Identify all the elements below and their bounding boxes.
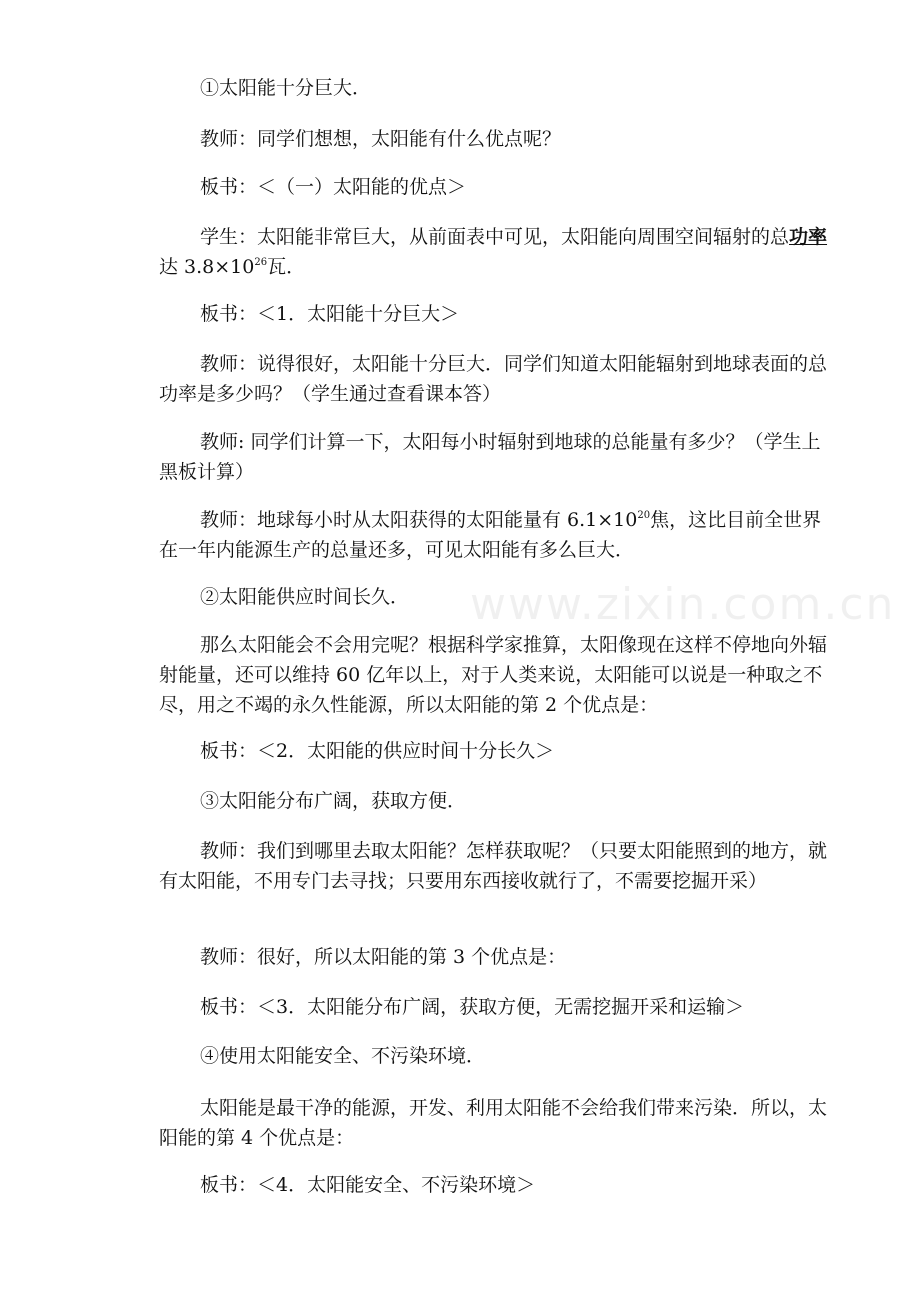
paragraph: 教师：很好，所以太阳能的第 3 个优点是： xyxy=(200,946,567,968)
paragraph: 学生：太阳能非常巨大，从前面表中可见，太阳能向周围空间辐射的总功率达 $3.8\times 10^{26}$瓦． xyxy=(159,226,828,278)
paragraph: 教师：我们到哪里去取太阳能？怎样获取呢？（只要太阳能照到的地方，就有太阳能，不用专门去寻找；只要用东西接收就行了，不需要挖掘开采） xyxy=(159,840,828,892)
paragraph: 那么太阳能会不会用完呢？根据科学家推算，太阳像现在这样不停地向外辐射能量，还可以维持 60 亿年以上，对于人类来说，太阳能可以说是一种取之不尽，用之不竭的永久性能源，所以太阳能的第 2 个优点是： xyxy=(159,634,828,716)
paragraph: 板书：＜（一）太阳能的优点＞ xyxy=(200,176,467,198)
paragraph: ③太阳能分布广阔，获取方便． xyxy=(200,790,467,812)
paragraph: ②太阳能供应时间长久． xyxy=(200,586,410,608)
superscript: 26 xyxy=(254,257,268,268)
paragraph: 板书：＜2．太阳能的供应时间十分长久＞ xyxy=(200,740,555,762)
paragraph: 教师：同学们想想，太阳能有什么优点呢？ xyxy=(200,128,562,150)
paragraph: 教师: 同学们计算一下，太阳每小时辐射到地球的总能量有多少？（学生上黑板计算） xyxy=(159,431,821,483)
paragraph: 太阳能是最干净的能源，开发、利用太阳能不会给我们带来污染．所以，太阳能的第 4 个优点是： xyxy=(159,1097,828,1149)
watermark: www.zixin.com.cn xyxy=(470,579,896,630)
paragraph: 板书：＜4．太阳能安全、不污染环境＞ xyxy=(200,1174,536,1196)
paragraph: 教师：说得很好，太阳能十分巨大．同学们知道太阳能辐射到地球表面的总功率是多少吗？（学生通过查看课本答） xyxy=(159,353,828,405)
underlined-term: 功率 xyxy=(789,226,828,248)
superscript: 20 xyxy=(637,510,651,521)
paragraph: 教师：地球每小时从太阳获得的太阳能量有 $6.1\times 10^{20}$焦，这比目前全世界在一年内能源生产的总量还多，可见太阳能有多么巨大． xyxy=(159,509,822,561)
paragraph: 板书：＜3．太阳能分布广阔，获取方便，无需挖掘开采和运输＞ xyxy=(200,996,745,1018)
paragraph: 板书：＜1．太阳能十分巨大＞ xyxy=(200,303,460,325)
paragraph: ④使用太阳能安全、不污染环境． xyxy=(200,1045,486,1067)
paragraph: ①太阳能十分巨大． xyxy=(200,77,372,99)
